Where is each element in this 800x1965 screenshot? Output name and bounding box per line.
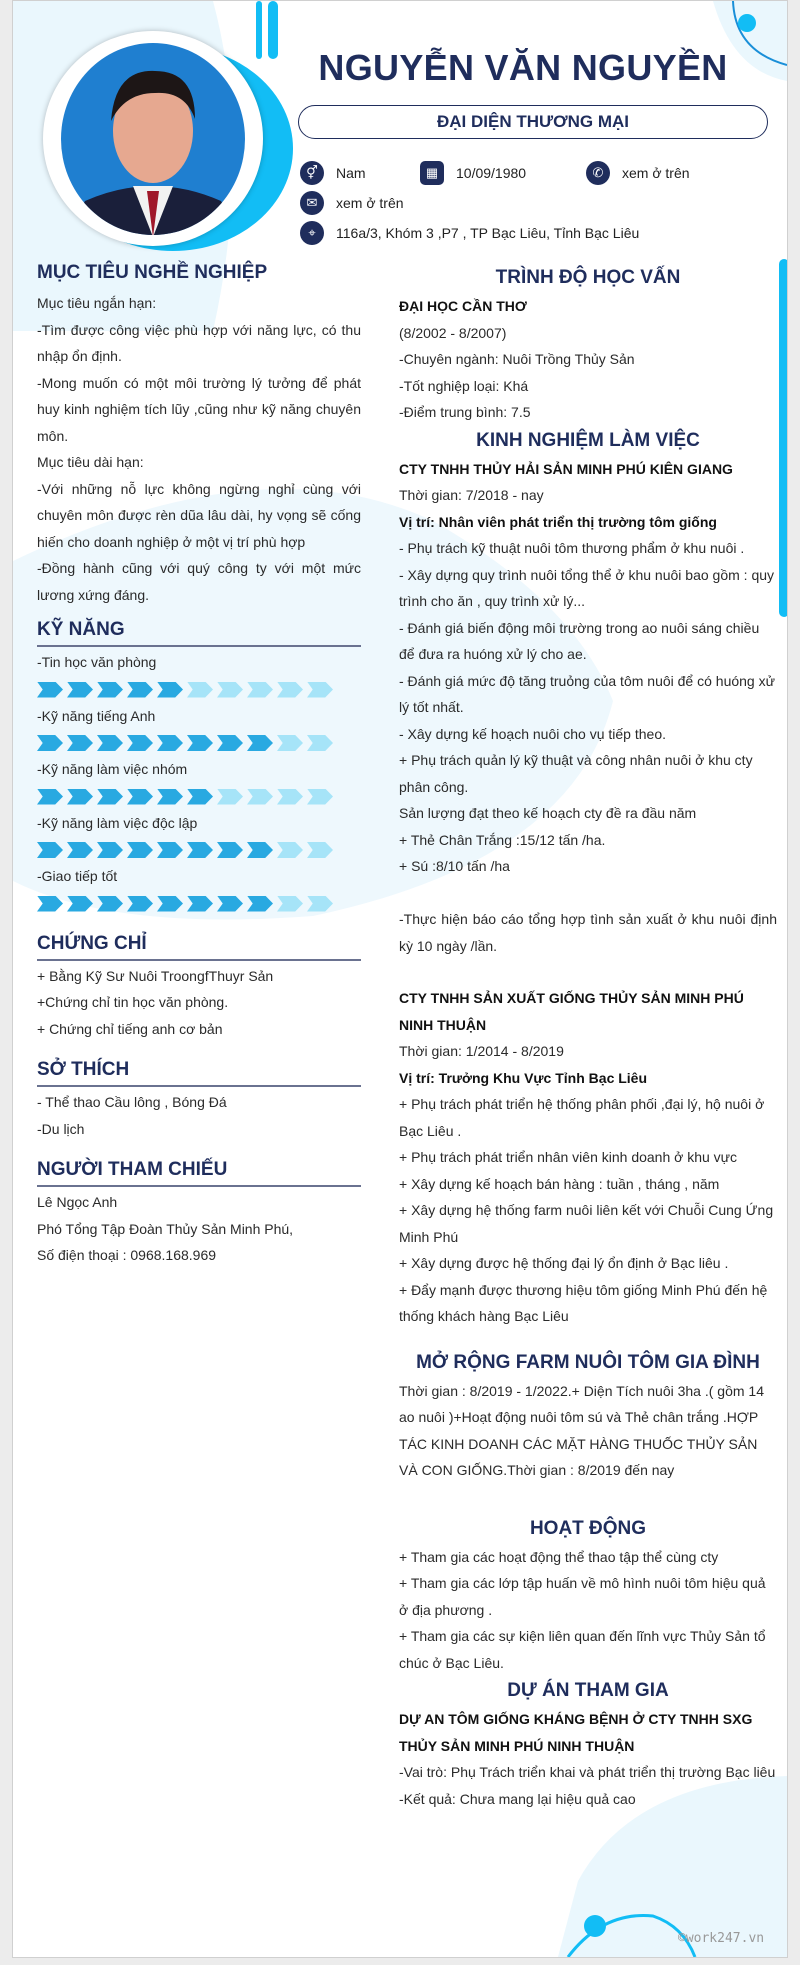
contact-email[interactable]: ✉ xem ở trên [300,191,404,215]
farm-text: Thời gian : 8/2019 - 1/2022.+ Diện Tích nuôi 3ha .( gồm 14 ao nuôi )+Hoạt động nuôi tôm sú và Thẻ chân trắng .HỢP TÁC KINH DOANH CÁC MẶT HÀNG THUỐC THỦY SẢN VÀ CON GIỐNG.Thời gian : 8/2019 đến nay [399,1382,764,1478]
skill-chevron [217,896,243,912]
objective-section [37,259,361,608]
job-duty: - Đánh giá mức độ tăng truỏng của tôm nuôi để có huóng xử lý tốt nhất. [399,672,775,715]
references-list [37,1189,361,1269]
contact-phone[interactable]: ✆ xem ở trên [586,161,690,185]
text-line: Mục tiêu ngắn hạn: [37,295,157,311]
skill-chevron [37,735,63,751]
job-time: Thời gian: 7/2018 - nay [399,487,544,503]
cv-page [12,0,788,1958]
skill-label: -Tin học văn phòng [37,654,157,670]
skill-chevron [247,735,273,751]
skill-level-bar [37,682,361,698]
text-line: -Mong muốn có một môi trường lý tưởng để phát huy kinh nghiệm tích lũy ,cũng như kỹ năng chuyên môn. [37,374,361,444]
skill-chevron [187,682,213,698]
experience-section [399,426,777,1330]
skill-chevron [277,682,303,698]
text-line: Số điện thoại : 0968.168.969 [37,1247,217,1263]
objective-text [37,290,361,608]
skill-chevron [247,682,273,698]
project-name: DỰ AN TÔM GIỐNG KHÁNG BỆNH Ở CTY TNHH SXG THỦY SẢN MINH PHÚ NINH THUẬN [399,1711,753,1754]
job-duty: - Đánh giá biến động môi trường trong ao nuôi sáng chiều để đưa ra huóng xử lý cho ae. [399,619,760,662]
gender-icon: ⚥ [300,161,324,185]
job-list [399,456,777,1330]
certificates-section [37,930,361,1043]
job-item [399,456,777,960]
job-duty: + Xây dựng được hệ thống đại lý ổn định ở Bạc liêu . [399,1255,729,1271]
section-heading: CHỨNG CHỈ [37,930,361,961]
text-line: Mục tiêu dài hạn: [37,454,144,470]
skill-chevron [67,735,93,751]
skill-chevron [217,842,243,858]
skill-chevron [307,682,333,698]
watermark: ©work247.vn [678,1931,765,1946]
job-duty: + Phụ trách quản lý kỹ thuật và công nhân nuôi ở khu cty phân công. [399,752,753,795]
job-duty: Sản lượng đạt theo kế hoạch cty đề ra đầu năm [399,805,697,821]
skill-chevron [187,735,213,751]
skill-chevron [127,735,153,751]
skill-chevron [247,896,273,912]
skill-level-bar [37,896,361,912]
side-bar-right [779,259,787,617]
contact-gender: ⚥ Nam [300,161,366,185]
skill-chevron [127,842,153,858]
text-line: -Với những nỗ lực không ngừng nghỉ cùng với chuyên môn được rèn dũa lâu dài, hy vọng sẽ cống hiến cho doanh nghiệp ở một vị trí phù hợp [37,480,361,550]
job-title: ĐẠI DIỆN THƯƠNG MẠI [437,112,629,131]
job-duty [399,880,777,907]
job-duty: - Xây dựng kế hoạch nuôi cho vụ tiếp theo. [399,725,666,742]
skill-chevron [127,896,153,912]
skill-chevron [247,789,273,805]
skill-chevron [127,682,153,698]
skill-chevron [277,735,303,751]
text-line: -Tốt nghiệp loại: Khá [399,377,529,394]
skill-chevron [67,896,93,912]
skill-chevron [277,842,303,858]
job-duty: - Xây dựng quy trình nuôi tổng thể ở khu nuôi bao gồm : quy trình cho ăn , quy trình xử lý... [399,566,775,609]
job-duty: - Phụ trách kỹ thuật nuôi tôm thương phẩm ở khu nuôi . [399,540,745,556]
skill-chevron [67,842,93,858]
text-line: +Chứng chỉ tin học văn phòng. [37,994,229,1010]
skill-chevron [247,842,273,858]
skill-chevron [97,896,123,912]
avatar [43,31,263,246]
skill-chevron [37,896,63,912]
left-column [37,259,361,1269]
skills-list [37,649,361,912]
section-heading: MỞ RỘNG FARM NUÔI TÔM GIA ĐÌNH [416,1351,760,1373]
phone-icon: ✆ [586,161,610,185]
skill-chevron [187,896,213,912]
right-column [399,263,777,1812]
section-heading: MỤC TIÊU NGHỀ NGHIỆP [37,262,268,283]
skill-chevron [157,789,183,805]
skill-chevron [67,789,93,805]
text-line: -Du lịch [37,1120,85,1137]
skill-chevron [307,842,333,858]
job-duty: + Thẻ Chân Trắng :15/12 tấn /ha. [399,831,606,848]
skill-chevron [217,735,243,751]
skill-chevron [37,789,63,805]
contact-birthday: ▦ 10/09/1980 [420,161,526,185]
skill-chevron [37,842,63,858]
dot-top-right [738,14,756,32]
skill-label: -Kỹ năng tiếng Anh [37,707,156,724]
skill-chevron [187,842,213,858]
skill-label: -Kỹ năng làm việc nhóm [37,761,188,777]
skill-chevron [217,682,243,698]
job-duty: + Đẩy mạnh được thương hiệu tôm giống Minh Phú đến hệ thống khách hàng Bạc Liêu [399,1281,768,1324]
school-name: ĐẠI HỌC CẦN THƠ [399,298,527,314]
activities-section [399,1514,777,1677]
skill-chevron [277,896,303,912]
skill-chevron [67,682,93,698]
skill-chevron [217,789,243,805]
skill-item [37,810,361,859]
section-heading: DỰ ÁN THAM GIA [507,1680,669,1701]
text-line: (8/2002 - 8/2007) [399,324,507,341]
text-line: Phó Tổng Tập Đoàn Thủy Sản Minh Phú, [37,1220,294,1237]
job-duty: + Phụ trách phát triển hệ thống phân phối ,đại lý, hộ nuôi ở Bạc Liêu . [399,1096,765,1139]
skill-chevron [127,789,153,805]
skill-chevron [307,789,333,805]
skills-section [37,616,361,912]
skill-chevron [307,896,333,912]
portrait-photo [55,41,251,237]
text-line: + Tham gia các hoạt động thể thao tập thể cùng cty [399,1548,719,1565]
skill-chevron [97,735,123,751]
job-duty: + Sú :8/10 tấn /ha [399,858,510,874]
skill-level-bar [37,842,361,858]
section-heading: SỞ THÍCH [37,1056,361,1087]
contact-address: ⌖ 116a/3, Khóm 3 ,P7 , TP Bạc Liêu, Tỉnh Bạc Liêu [300,221,639,245]
job-duty: -Thực hiện báo cáo tổng hợp tình sản xuất ở khu nuôi định kỳ 10 ngày /lần. [399,911,777,954]
skill-chevron [157,842,183,858]
job-company: CTY TNHH THỦY HẢI SẢN MINH PHÚ KIÊN GIANG [399,460,733,477]
text-line: -Kết quả: Chưa mang lại hiệu quả cao [399,1790,636,1807]
location-icon: ⌖ [300,221,324,245]
text-line: Lê Ngọc Anh [37,1194,118,1210]
hobbies-section [37,1056,361,1142]
activities-list [399,1544,777,1677]
job-position: Vị trí: Trưởng Khu Vực Tỉnh Bạc Liêu [399,1069,648,1086]
projects-section [399,1676,777,1812]
farm-section [399,1348,777,1484]
skill-item [37,863,361,912]
skill-chevron [97,789,123,805]
job-duty: + Phụ trách phát triển nhân viên kinh doanh ở khu vực [399,1149,738,1165]
full-name: NGUYỄN VĂN NGUYỀN [318,47,728,88]
job-position: Vị trí: Nhân viên phát triển thị trường tôm giống [399,513,717,530]
skill-chevron [97,842,123,858]
text-line: -Vai trò: Phụ Trách triển khai và phát triển thị trường Bạc liêu [399,1764,776,1780]
text-line: + Tham gia các sự kiện liên quan đến lĩnh vực Thủy Sản tổ chúc ở Bạc Liêu. [399,1628,766,1671]
skill-item [37,649,361,698]
skill-level-bar [37,735,361,751]
skill-chevron [157,735,183,751]
bar-top-1 [256,1,262,59]
text-line: + Bằng Kỹ Sư Nuôi TroongfThuyr Sản [37,967,274,984]
job-time: Thời gian: 1/2014 - 8/2019 [399,1043,564,1059]
dot-bottom [584,1915,606,1937]
hobbies-list [37,1089,361,1142]
section-heading: TRÌNH ĐỘ HỌC VẤN [495,267,681,288]
skill-item [37,756,361,805]
skill-label: -Kỹ năng làm việc độc lập [37,814,198,831]
skill-chevron [97,682,123,698]
section-heading: HOẠT ĐỘNG [529,1517,647,1539]
skill-item [37,703,361,752]
text-line: -Điểm trung bình: 7.5 [399,404,531,420]
education-section [399,263,777,426]
skill-chevron [307,735,333,751]
section-heading: KINH NGHIỆM LÀM VIỆC [476,429,700,451]
job-item [399,985,777,1330]
skill-chevron [277,789,303,805]
education-details [399,320,777,426]
text-line: -Chuyên ngành: Nuôi Trồng Thủy Sản [399,351,635,367]
text-line: -Đồng hành cũng với quý công ty với một mức lương xứng đáng. [37,560,361,603]
skill-chevron [187,789,213,805]
job-company: CTY TNHH SẢN XUẤT GIỐNG THỦY SẢN MINH PHÚ NINH THUẬN [399,990,744,1033]
references-section [37,1156,361,1269]
project-details [399,1759,777,1812]
skill-level-bar [37,789,361,805]
calendar-icon: ▦ [420,161,444,185]
job-title-pill [298,105,768,139]
skill-chevron [157,682,183,698]
text-line: + Tham gia các lớp tập huấn về mô hình nuôi tôm hiệu quả ở địa phương . [399,1575,766,1618]
job-duty: + Xây dựng hệ thống farm nuôi liên kết với Chuỗi Cung Ứng Minh Phú [399,1202,774,1245]
skill-label: -Giao tiếp tốt [37,868,118,884]
certificates-list [37,963,361,1043]
text-line: + Chứng chỉ tiếng anh cơ bản [37,1020,223,1037]
section-heading: NGƯỜI THAM CHIẾU [37,1156,361,1187]
text-line: -Tìm được công việc phù hợp với năng lực, có thu nhập ổn định. [37,321,361,364]
text-line: - Thể thao Cầu lông , Bóng Đá [37,1094,227,1110]
job-duty: + Xây dựng kế hoạch bán hàng : tuần , tháng , năm [399,1175,720,1192]
email-icon: ✉ [300,191,324,215]
skill-chevron [37,682,63,698]
skill-chevron [157,896,183,912]
section-heading: KỸ NĂNG [37,616,361,647]
